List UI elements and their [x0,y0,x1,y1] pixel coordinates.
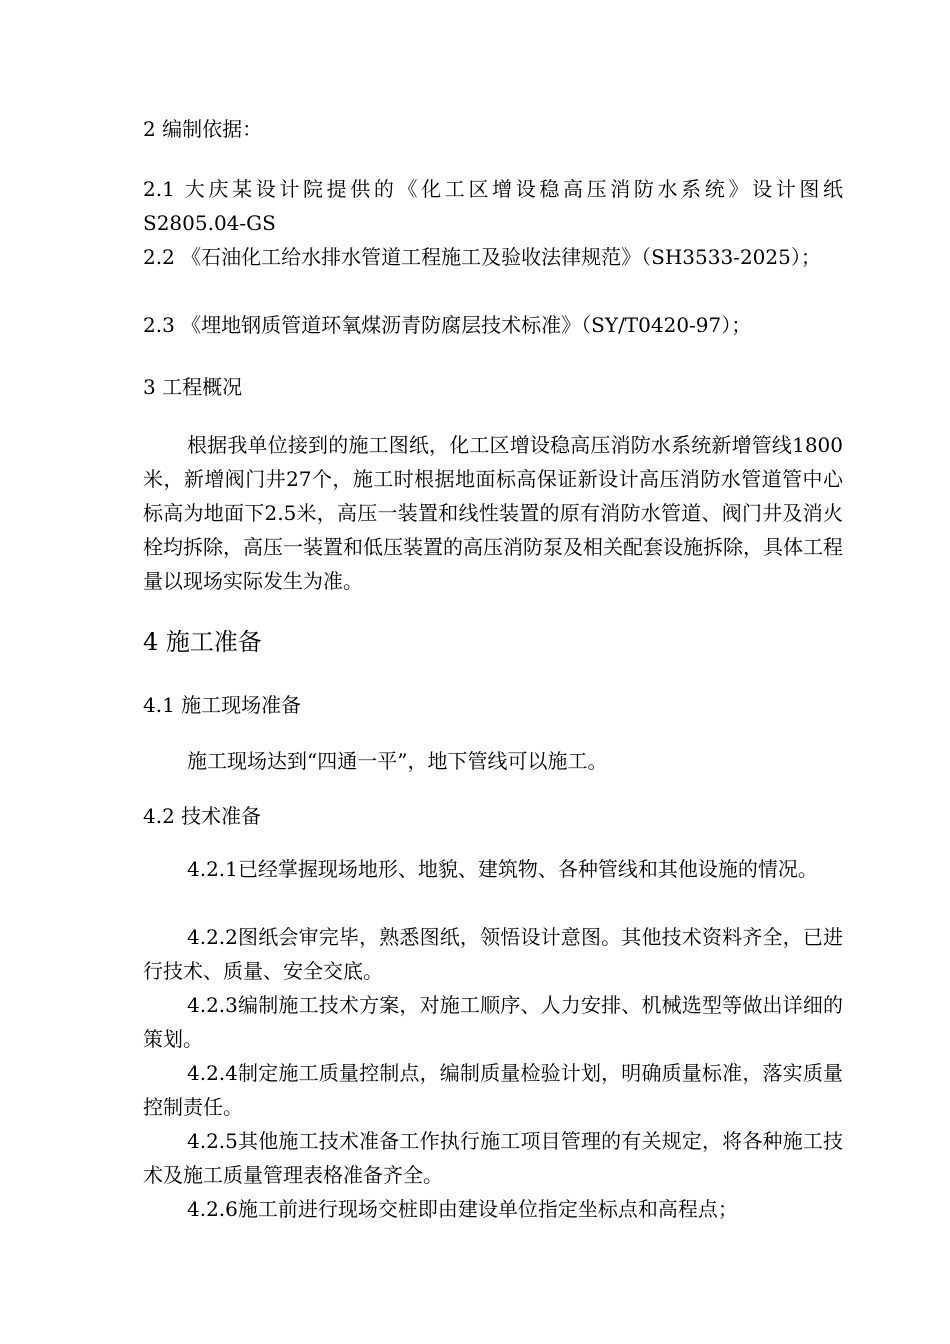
section-4-2-3-item: 4.2.3编制施工技术方案，对施工顺序、人力安排、机械选型等做出详细的策划。 [143,993,843,1051]
section-4-2-1-item: 4.2.1已经掌握现场地形、地貌、建筑物、各种管线和其他设施的情况。 [187,857,818,881]
section-4-2-4-item: 4.2.4制定施工质量控制点，编制质量检验计划，明确质量标准，落实质量控制责任。 [143,1061,843,1119]
section-2-2-item: 2.2 《石油化工给水排水管道工程施工及验收法律规范》（SH3533-2025）； [143,245,821,269]
section-4-heading: 4 施工准备 [143,628,262,656]
section-4-1-paragraph: 施工现场达到“四通一平”，地下管线可以施工。 [187,749,608,773]
section-4-2-2-item: 4.2.2图纸会审完毕，熟悉图纸，领悟设计意图。其他技术资料齐全，已进行技术、质量、安全交底。 [143,925,843,983]
section-3-heading: 3 工程概况 [143,375,243,399]
section-3-paragraph: 根据我单位接到的施工图纸，化工区增设稳高压消防水系统新增管线1800米，新增阀门井27个，施工时根据地面标高保证新设计高压消防水管道管中心标高为地面下2.5米，高压一装置和线性装置的原有消防水管道、阀门井及消火栓均拆除，高压一装置和低压装置的高压消防泵及相关配套设施拆除，具体工程量以现场实际发生为准。 [143,433,843,593]
section-2-1-item: 2.1 大庆某设计院提供的《化工区增设稳高压消防水系统》设计图纸S2805.04-GS [143,177,843,235]
section-4-1-heading: 4.1 施工现场准备 [143,693,302,717]
section-4-2-5-item: 4.2.5其他施工技术准备工作执行施工项目管理的有关规定，将各种施工技术及施工质量管理表格准备齐全。 [143,1129,843,1187]
section-4-2-6-item: 4.2.6施工前进行现场交桩即由建设单位指定坐标点和高程点； [187,1197,738,1221]
section-4-2-heading: 4.2 技术准备 [143,804,262,828]
section-2-heading: 2 编制依据： [143,117,263,141]
section-2-3-item: 2.3 《埋地钢质管道环氧煤沥青防腐层技术标准》（SY/T0420-97）； [143,313,752,337]
